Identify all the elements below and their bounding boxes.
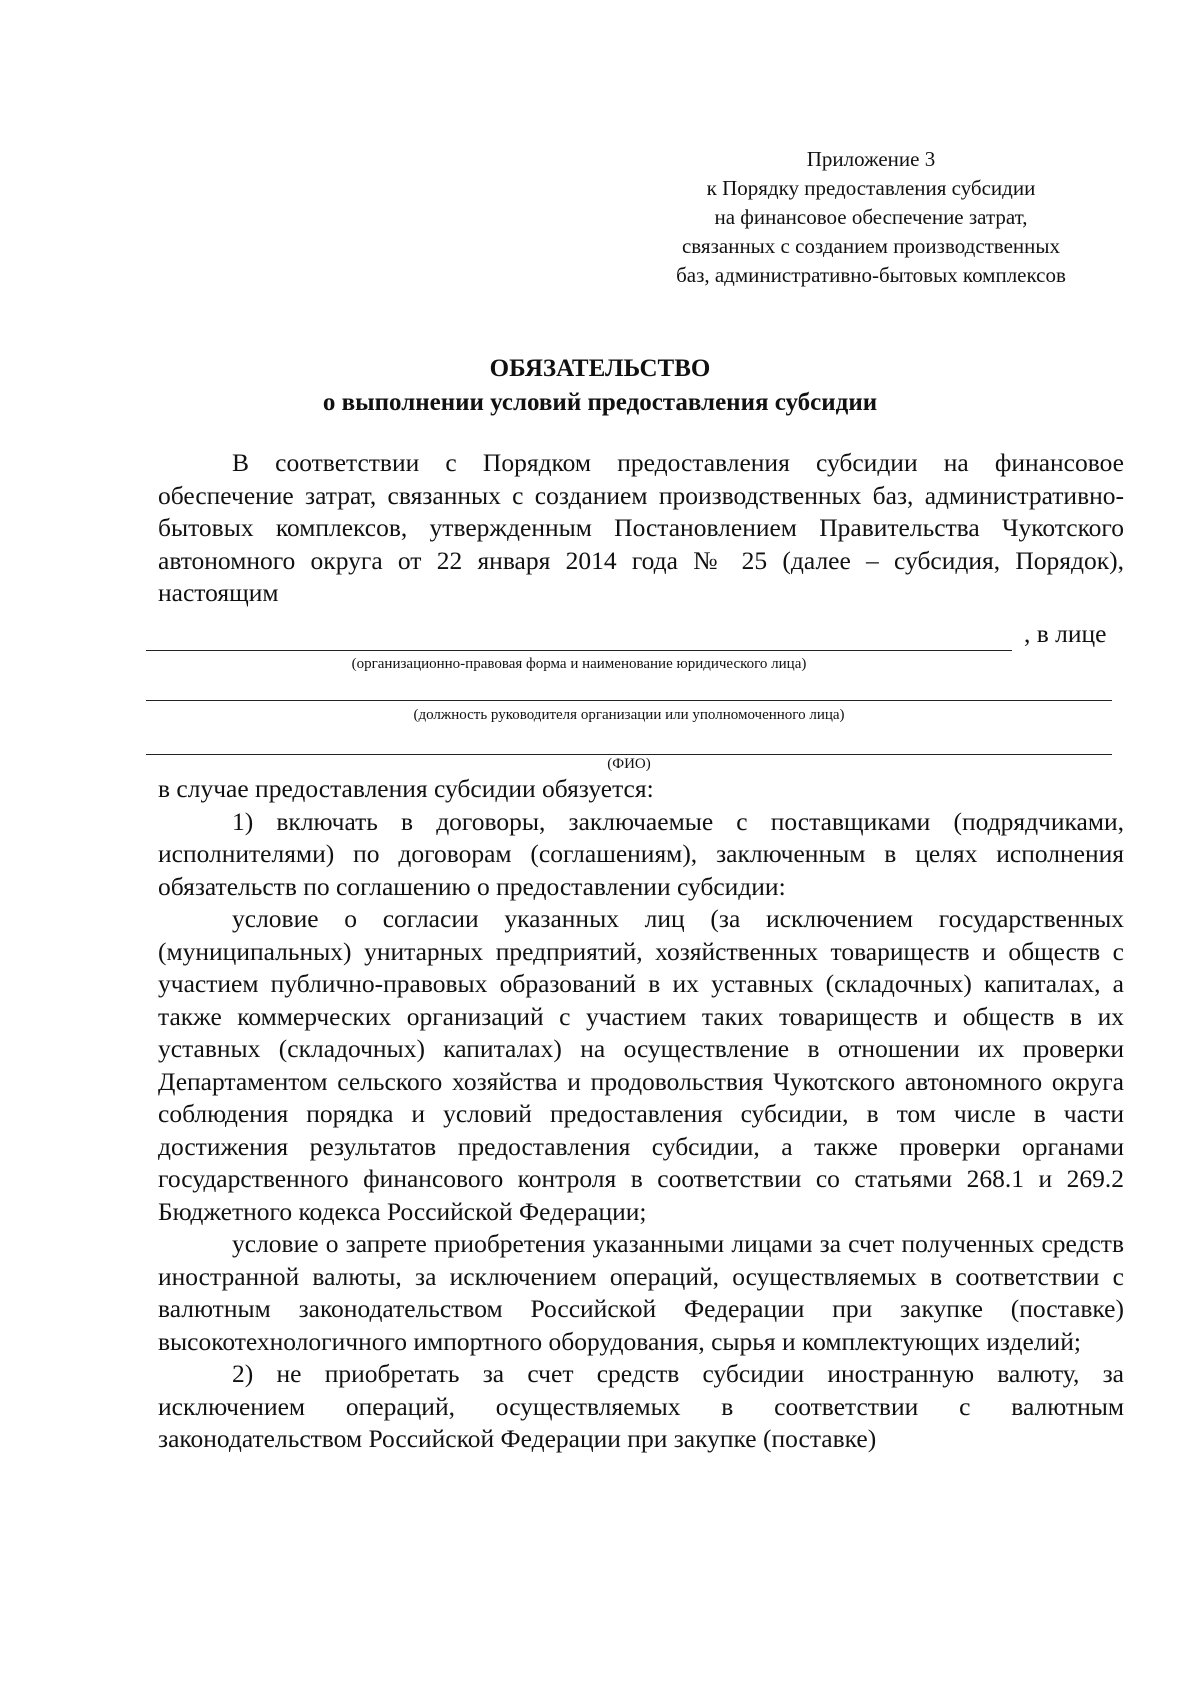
position-underline xyxy=(146,700,1112,701)
fio-caption: (ФИО) xyxy=(607,756,651,772)
organization-caption: (организационно-правовая форма и наименование юридического лица) xyxy=(351,656,807,672)
intro-paragraph: В соответствии с Порядком предоставления субсидии на финансовое обеспечение затрат, связанных с созданием производственных баз, административно-бытовых комплексов, утвержденным Постановлением Правительства Чукотского автономного округа от 22 января 2014 года № 25 (далее – субсидия, Порядок), настоящим xyxy=(158,448,1124,607)
document-title xyxy=(0,352,1200,420)
title-main: ОБЯЗАТЕЛЬСТВО xyxy=(489,355,711,382)
fio-field-row xyxy=(146,730,1112,770)
intro-section xyxy=(158,447,1124,610)
title-sub: о выполнении условий предоставления субсидии xyxy=(322,389,878,416)
obligations-section xyxy=(158,773,1124,1456)
condition-paragraph-1: условие о согласии указанных лиц (за исключением государственных (муниципальных) унитарных предприятий, хозяйственных товариществ и обществ с участием публично-правовых образований в их уставных (складочных) капиталах, а также коммерческих организаций с участием таких товариществ и обществ в их уставных (складочных) капиталах) на осуществление в отношении их проверки Департаментом сельского хозяйства и продовольствия Чукотского автономного округа соблюдения порядка и условий предоставления субсидии, в том числе в части достижения результатов предоставления субсидии, а также проверки органами государственного финансового контроля в соответствии со статьями 268.1 и 269.2 Бюджетного кодекса Российской Федерации; xyxy=(158,904,1124,1226)
appendix-line: на финансовое обеспечение затрат, xyxy=(714,205,1028,229)
obligation-item-2: 2) не приобретать за счет средств субсидии иностранную валюту, за исключением операций, осуществляемых в соответствии с валютным законодательством Российской Федерации при закупке (поставке) xyxy=(158,1359,1124,1453)
appendix-line: баз, административно-бытовых комплексов xyxy=(676,263,1066,287)
organization-underline xyxy=(146,650,1012,651)
appendix-line: связанных с созданием производственных xyxy=(681,234,1061,258)
organization-suffix: , в лице xyxy=(1024,619,1107,648)
appendix-header xyxy=(650,145,1092,290)
position-caption: (должность руководителя организации или уполномоченного лица) xyxy=(413,707,845,723)
appendix-line: к Порядку предоставления субсидии xyxy=(706,176,1036,200)
obligations-lead: в случае предоставления субсидии обязуется: xyxy=(158,774,654,803)
organization-field-row xyxy=(146,618,1112,678)
condition-paragraph-2: условие о запрете приобретения указанными лицами за счет полученных средств иностранной валюты, за исключением операций, осуществляемых в соответствии с валютным законодательством Российской Федерации при закупке (поставке) высокотехнологичного импортного оборудования, сырья и комплектующих изделий; xyxy=(158,1229,1124,1356)
obligation-item-1: 1) включать в договоры, заключаемые с поставщиками (подрядчиками, исполнителями) по договорам (соглашениям), заключенным в целях исполнения обязательств по соглашению о предоставлении субсидии: xyxy=(158,806,1124,901)
appendix-line: Приложение 3 xyxy=(806,147,936,171)
position-field-row xyxy=(146,680,1112,730)
